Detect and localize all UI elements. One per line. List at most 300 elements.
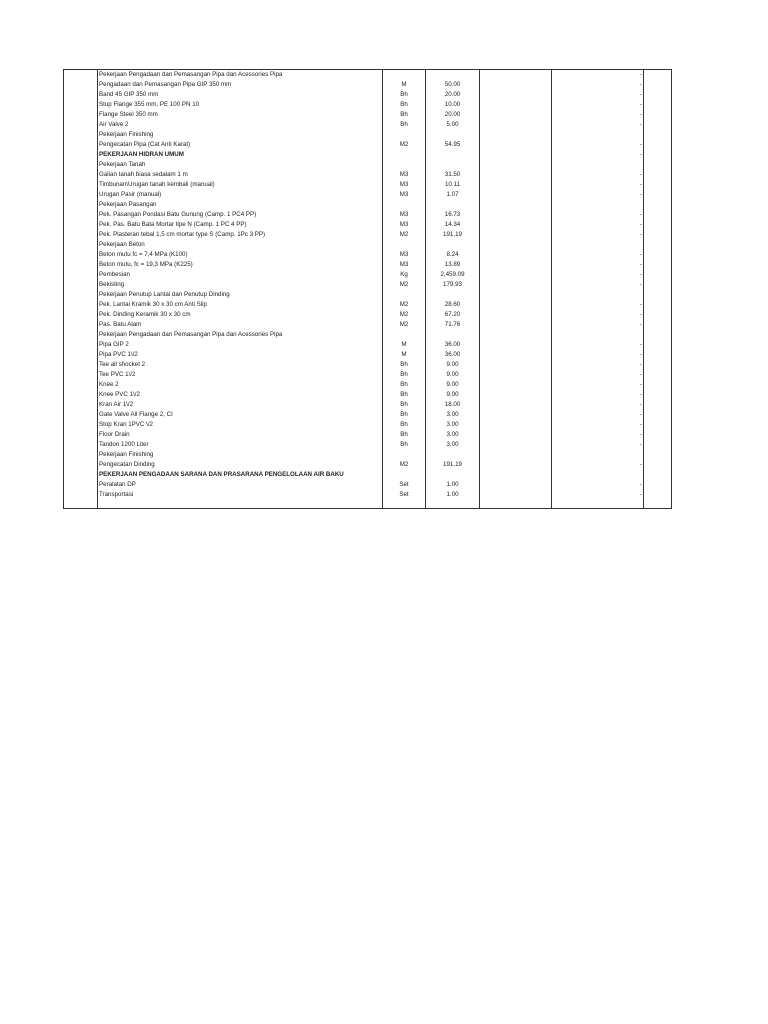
cell-unit-price [480, 120, 552, 130]
cell-description: Pekerjaan Pengadaan dan Pemasangan Pipa dan Acessories Pipa [98, 70, 383, 81]
cell-no [64, 460, 98, 470]
cell-unit: M [383, 350, 426, 360]
cell-unit-price [480, 100, 552, 110]
cell-amount: - [552, 360, 644, 370]
cell-volume: 3.00 [426, 420, 480, 430]
cell-volume [426, 200, 480, 210]
cell-amount: - [552, 250, 644, 260]
cell-amount: - [552, 490, 644, 509]
table-row [64, 330, 672, 340]
table-row [64, 300, 672, 310]
cell-amount [552, 470, 644, 480]
cell-no [64, 370, 98, 380]
table-body [64, 70, 672, 509]
cell-volume [426, 240, 480, 250]
cell-unit: M3 [383, 220, 426, 230]
cell-note [644, 110, 672, 120]
cell-note [644, 200, 672, 210]
cell-amount: - [552, 410, 644, 420]
cell-volume [426, 160, 480, 170]
cell-unit-price [480, 170, 552, 180]
cell-volume: 1.00 [426, 490, 480, 509]
cell-volume: 54.95 [426, 140, 480, 150]
cell-amount: - [552, 80, 644, 90]
cell-amount: - [552, 140, 644, 150]
cell-unit-price [480, 110, 552, 120]
table-row [64, 90, 672, 100]
cell-volume: 179.93 [426, 280, 480, 290]
cell-unit-price [480, 480, 552, 490]
cell-no [64, 150, 98, 160]
table-row [64, 70, 672, 81]
cell-no [64, 80, 98, 90]
cell-volume: 1.00 [426, 480, 480, 490]
cell-note [644, 380, 672, 390]
cell-description: Pekerjaan Beton [98, 240, 383, 250]
cell-unit-price [480, 130, 552, 140]
cell-no [64, 360, 98, 370]
cell-unit: Bh [383, 440, 426, 450]
cell-amount: - [552, 110, 644, 120]
cell-amount: - [552, 90, 644, 100]
cell-description: Air Valve 2 [98, 120, 383, 130]
cell-description: Pek. Pas. Batu Bata Mortar tipe N (Camp. 1 PC 4 PP) [98, 220, 383, 230]
cell-unit: Bh [383, 100, 426, 110]
cell-unit-price [480, 190, 552, 200]
cell-amount: - [552, 230, 644, 240]
cell-no [64, 270, 98, 280]
cell-amount: - [552, 350, 644, 360]
cell-unit: M2 [383, 460, 426, 470]
cell-unit: M2 [383, 140, 426, 150]
cell-note [644, 270, 672, 280]
cell-note [644, 250, 672, 260]
cell-unit: M3 [383, 170, 426, 180]
cell-volume [426, 290, 480, 300]
cell-unit: Kg [383, 270, 426, 280]
cell-no [64, 330, 98, 340]
cell-description: Pembesian [98, 270, 383, 280]
cell-unit-price [480, 70, 552, 81]
cell-volume [426, 470, 480, 480]
cell-description: Peralatan DP [98, 480, 383, 490]
cell-no [64, 420, 98, 430]
cell-note [644, 80, 672, 90]
cell-volume: 3.00 [426, 440, 480, 450]
cell-no [64, 180, 98, 190]
cell-note [644, 300, 672, 310]
cell-note [644, 490, 672, 509]
cell-no [64, 300, 98, 310]
table-row [64, 370, 672, 380]
cell-volume: 13.89 [426, 260, 480, 270]
table-row [64, 450, 672, 460]
cell-amount: - [552, 340, 644, 350]
cell-description: PEKERJAAN HIDRAN UMUM [98, 150, 383, 160]
cell-amount: - [552, 460, 644, 470]
table-row [64, 350, 672, 360]
cell-amount: - [552, 150, 644, 160]
cell-volume: 191.19 [426, 460, 480, 470]
cell-amount: - [552, 440, 644, 450]
cell-unit [383, 450, 426, 460]
cell-volume: 67.20 [426, 310, 480, 320]
cell-amount: - [552, 190, 644, 200]
cell-description: Pek. Pasangan Pondasi Batu Gunung (Camp. 1 PC4 PP) [98, 210, 383, 220]
cell-no [64, 130, 98, 140]
cell-unit [383, 130, 426, 140]
cell-unit-price [480, 350, 552, 360]
cell-amount [552, 130, 644, 140]
cell-unit [383, 290, 426, 300]
cell-unit-price [480, 410, 552, 420]
cell-no [64, 200, 98, 210]
table-row [64, 100, 672, 110]
table-row [64, 320, 672, 330]
cell-description: Pas. Batu Alam [98, 320, 383, 330]
table-row [64, 440, 672, 450]
cell-amount: - [552, 170, 644, 180]
table-row [64, 460, 672, 470]
cell-unit-price [480, 220, 552, 230]
cell-description: Timbunan\Urugan tanah kembali (manual) [98, 180, 383, 190]
cell-note [644, 70, 672, 81]
cell-unit-price [480, 80, 552, 90]
cell-description: PEKERJAAN PENGADAAN SARANA DAN PRASARANA PENGELOLAAN AIR BAKU [98, 470, 383, 480]
cell-volume: 10.00 [426, 100, 480, 110]
cell-volume: 71.76 [426, 320, 480, 330]
cell-volume: 20.00 [426, 110, 480, 120]
cell-volume: 3.00 [426, 430, 480, 440]
cell-unit-price [480, 370, 552, 380]
cell-unit-price [480, 260, 552, 270]
cell-no [64, 430, 98, 440]
table-row [64, 480, 672, 490]
cell-amount: - [552, 270, 644, 280]
cell-note [644, 260, 672, 270]
cell-no [64, 340, 98, 350]
cell-description: Pengecatan Pipa (Cat Anti Karat) [98, 140, 383, 150]
cell-unit-price [480, 430, 552, 440]
cell-unit-price [480, 270, 552, 280]
table-row [64, 240, 672, 250]
cell-amount [552, 160, 644, 170]
table-row [64, 230, 672, 240]
cell-amount: - [552, 70, 644, 81]
cell-description: Pekerjaan Finishing [98, 130, 383, 140]
bill-of-quantities-table [63, 69, 672, 509]
cell-note [644, 190, 672, 200]
cell-unit-price [480, 320, 552, 330]
cell-description: Stop Kran 1PVC \/2 [98, 420, 383, 430]
cell-volume: 8.24 [426, 250, 480, 260]
cell-no [64, 220, 98, 230]
cell-note [644, 280, 672, 290]
cell-amount: - [552, 320, 644, 330]
cell-amount: - [552, 280, 644, 290]
cell-amount: - [552, 400, 644, 410]
cell-unit-price [480, 280, 552, 290]
table-row [64, 200, 672, 210]
cell-no [64, 100, 98, 110]
cell-no [64, 450, 98, 460]
cell-volume: 3.00 [426, 410, 480, 420]
cell-no [64, 280, 98, 290]
cell-unit-price [480, 90, 552, 100]
cell-amount [552, 450, 644, 460]
cell-no [64, 240, 98, 250]
cell-note [644, 350, 672, 360]
cell-unit [383, 470, 426, 480]
cell-unit-price [480, 290, 552, 300]
table-row [64, 490, 672, 509]
cell-volume [426, 330, 480, 340]
cell-volume: 9.00 [426, 370, 480, 380]
cell-amount: - [552, 420, 644, 430]
cell-note [644, 480, 672, 490]
cell-volume: 16.73 [426, 210, 480, 220]
cell-amount: - [552, 260, 644, 270]
cell-no [64, 320, 98, 330]
table-row [64, 420, 672, 430]
cell-no [64, 410, 98, 420]
cell-note [644, 360, 672, 370]
table-row [64, 270, 672, 280]
cell-description: Band 45 GIP 350 mm [98, 90, 383, 100]
cell-unit-price [480, 420, 552, 430]
cell-description: Pengadaan dan Pemasangan Pipa GIP 350 mm [98, 80, 383, 90]
table-row [64, 470, 672, 480]
cell-description: Kran Air 1\/2 [98, 400, 383, 410]
cell-no [64, 210, 98, 220]
cell-note [644, 240, 672, 250]
cell-note [644, 180, 672, 190]
cell-amount: - [552, 310, 644, 320]
cell-unit: M3 [383, 260, 426, 270]
cell-unit-price [480, 180, 552, 190]
cell-unit-price [480, 300, 552, 310]
cell-unit-price [480, 250, 552, 260]
cell-no [64, 110, 98, 120]
cell-unit: Set [383, 480, 426, 490]
cell-volume: 1.07 [426, 190, 480, 200]
table-row [64, 180, 672, 190]
cell-description: Pek. Dinding Keramik 30 x 30 cm [98, 310, 383, 320]
cell-unit-price [480, 200, 552, 210]
cell-unit: M3 [383, 180, 426, 190]
cell-description: Pekerjaan Tanah [98, 160, 383, 170]
cell-amount: - [552, 380, 644, 390]
cell-description: Beton mutu, fc = 19,3 MPa (K225) [98, 260, 383, 270]
cell-unit: Bh [383, 360, 426, 370]
cell-unit-price [480, 310, 552, 320]
table-row [64, 280, 672, 290]
cell-unit-price [480, 240, 552, 250]
cell-volume: 9.00 [426, 380, 480, 390]
table-row [64, 210, 672, 220]
cell-note [644, 410, 672, 420]
cell-unit-price [480, 160, 552, 170]
cell-volume: 14.34 [426, 220, 480, 230]
cell-note [644, 220, 672, 230]
cell-note [644, 450, 672, 460]
cell-amount: - [552, 100, 644, 110]
cell-description: Knee 2 [98, 380, 383, 390]
cell-no [64, 350, 98, 360]
cell-description: Flange Steel 350 mm [98, 110, 383, 120]
cell-amount [552, 200, 644, 210]
cell-volume: 31.50 [426, 170, 480, 180]
cell-no [64, 250, 98, 260]
cell-unit-price [480, 150, 552, 160]
cell-volume: 9.00 [426, 360, 480, 370]
cell-description: Pipa GIP 2 [98, 340, 383, 350]
cell-unit [383, 70, 426, 81]
cell-no [64, 390, 98, 400]
cell-volume: 9.00 [426, 390, 480, 400]
cell-note [644, 460, 672, 470]
cell-unit: Bh [383, 90, 426, 100]
cell-no [64, 490, 98, 509]
table-row [64, 110, 672, 120]
cell-unit: Bh [383, 430, 426, 440]
cell-description: Pekerjaan Finishing [98, 450, 383, 460]
cell-note [644, 330, 672, 340]
cell-description: Pekerjaan Pengadaan dan Pemasangan Pipa dan Acessories Pipa [98, 330, 383, 340]
cell-unit: M2 [383, 230, 426, 240]
cell-no [64, 290, 98, 300]
cell-amount: - [552, 220, 644, 230]
cell-unit: Bh [383, 410, 426, 420]
cell-unit-price [480, 400, 552, 410]
cell-unit: Bh [383, 390, 426, 400]
cell-unit: Bh [383, 380, 426, 390]
table-row [64, 260, 672, 270]
table-row [64, 340, 672, 350]
table-row [64, 390, 672, 400]
cell-amount: - [552, 120, 644, 130]
cell-description: Pek. Plasteran tebal 1,5 cm mortar type S (Camp. 1Pc 3 PP) [98, 230, 383, 240]
cell-description: Beton mutu fc = 7,4 MPa (K100) [98, 250, 383, 260]
cell-unit-price [480, 230, 552, 240]
cell-description: Pekerjaan Penutup Lantai dan Penutup Dinding [98, 290, 383, 300]
cell-amount: - [552, 300, 644, 310]
cell-volume [426, 130, 480, 140]
table-row [64, 120, 672, 130]
cell-unit [383, 150, 426, 160]
cell-no [64, 170, 98, 180]
cell-description: Galian tanah biasa sedalam 1 m [98, 170, 383, 180]
cell-note [644, 230, 672, 240]
cell-unit-price [480, 490, 552, 509]
cell-description: Floor Drain [98, 430, 383, 440]
cell-note [644, 130, 672, 140]
cell-unit-price [480, 390, 552, 400]
cell-description: Urugan Pasir (manual) [98, 190, 383, 200]
cell-amount: - [552, 370, 644, 380]
table-row [64, 400, 672, 410]
cell-amount [552, 240, 644, 250]
table-row [64, 80, 672, 90]
cell-volume: 18.00 [426, 400, 480, 410]
cell-unit-price [480, 340, 552, 350]
cell-description: Pipa PVC 1\/2 [98, 350, 383, 360]
cell-description: Stup Flange 355 mm, PE 100 PN 10 [98, 100, 383, 110]
cell-amount: - [552, 180, 644, 190]
cell-note [644, 390, 672, 400]
cell-description: Tandon 1200 Liter [98, 440, 383, 450]
cell-note [644, 150, 672, 160]
table-row [64, 220, 672, 230]
cell-unit-price [480, 440, 552, 450]
cell-volume: 5.00 [426, 120, 480, 130]
cell-unit [383, 160, 426, 170]
cell-note [644, 420, 672, 430]
cell-note [644, 210, 672, 220]
table-row [64, 430, 672, 440]
cell-unit [383, 240, 426, 250]
cell-unit-price [480, 140, 552, 150]
cell-note [644, 140, 672, 150]
cell-no [64, 310, 98, 320]
cell-description: Knee PVC 1\/2 [98, 390, 383, 400]
cell-note [644, 470, 672, 480]
table-row [64, 310, 672, 320]
cell-volume [426, 150, 480, 160]
cell-description: Bekisting [98, 280, 383, 290]
cell-no [64, 380, 98, 390]
cell-volume [426, 450, 480, 460]
cell-volume: 36.00 [426, 340, 480, 350]
cell-note [644, 340, 672, 350]
cell-unit: Bh [383, 120, 426, 130]
cell-unit: M2 [383, 280, 426, 290]
cell-no [64, 90, 98, 100]
cell-description: Pengecatan Dinding [98, 460, 383, 470]
cell-note [644, 400, 672, 410]
cell-no [64, 160, 98, 170]
cell-no [64, 260, 98, 270]
cell-note [644, 320, 672, 330]
cell-amount: - [552, 480, 644, 490]
cell-volume: 10.11 [426, 180, 480, 190]
cell-unit-price [480, 470, 552, 480]
cell-note [644, 290, 672, 300]
cell-note [644, 160, 672, 170]
cell-unit: Bh [383, 110, 426, 120]
cell-amount: - [552, 430, 644, 440]
cell-description: Pek. Lantai Kramik 30 x 30 cm Anti Slip [98, 300, 383, 310]
cell-unit: M [383, 80, 426, 90]
cell-no [64, 70, 98, 81]
table-row [64, 160, 672, 170]
cell-amount [552, 330, 644, 340]
cell-unit-price [480, 360, 552, 370]
cell-unit-price [480, 210, 552, 220]
cell-no [64, 140, 98, 150]
cell-volume: 20.00 [426, 90, 480, 100]
cell-unit: M2 [383, 310, 426, 320]
cell-note [644, 100, 672, 110]
cell-note [644, 370, 672, 380]
cell-no [64, 400, 98, 410]
cell-unit-price [480, 380, 552, 390]
table-row [64, 360, 672, 370]
cell-no [64, 440, 98, 450]
cell-unit [383, 330, 426, 340]
cell-unit: M3 [383, 210, 426, 220]
table-row [64, 130, 672, 140]
